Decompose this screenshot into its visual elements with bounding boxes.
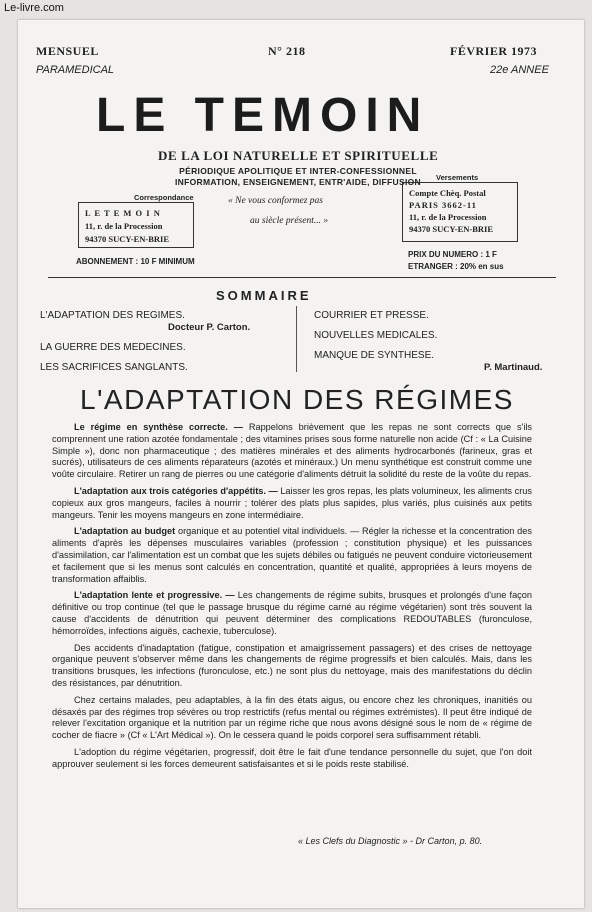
article-body — [52, 422, 532, 776]
paragraph-3 — [52, 526, 532, 585]
article-title: L'ADAPTATION DES RÉGIMES — [80, 384, 514, 415]
correspondance-box — [78, 202, 194, 248]
periodicity: MENSUEL — [36, 44, 99, 58]
paramedical-label: PARAMEDICAL — [36, 64, 115, 76]
paragraph-2 — [52, 486, 532, 521]
abonnement: ABONNEMENT : 10 F MINIMUM — [76, 257, 195, 266]
correspondance-city: 94370 SUCY-EN-BRIE — [85, 234, 169, 244]
citation: « Les Clefs du Diagnostic » - Dr Carton, p. 80. — [298, 836, 483, 846]
paragraph-6: Chez certains malades, peu adaptables, à la fin des états aigus, ou encore chez les chroniques, inanitiés ou désaxés par des régimes trop sévères ou trop restrictifs (refus mental ou régimes extrémistes). Il peut être indiqué de relever l'excitation organique et la nutrition par un régime riche que nous avons désigné sous le nom de « régime de cocher de fiacre » (Cf « L'Art Médical »). On le cessera quand le poids corporel sera suffisamment rétabli. — [52, 694, 532, 741]
paragraph-1-text: Rappelons brièvement que les repas ne sont corrects que s'ils comprennent une ration azotée fondamentale ; des vitamines prises sous forme naturelle non acide (Cf : « La Cuisine Simple »), donc non pharmaceutique ; des matières minérales et des aliments hydrocarbonés (farineux, gras et sucrés), utilisateurs de ces aliments réparateurs (azotés et minéraux.) Un menu synthétique est construit comme une voûte circulaire. Retirer un rang de pierres ou une catégorie d'aliments détruit la solidité du reste de la voûte du repas. — [52, 422, 532, 480]
sommaire-title: SOMMAIRE — [216, 288, 312, 303]
sommaire-item-6: MANQUE DE SYNTHESE. — [314, 350, 435, 361]
versements-label: Versements — [436, 173, 479, 182]
versements-box — [402, 182, 518, 242]
description-line-1: PÉRIODIQUE APOLITIQUE ET INTER-CONFESSIONNEL — [179, 166, 417, 176]
versements-ccp: PARIS 3662-11 — [409, 200, 477, 210]
paragraph-5: Des accidents d'inadaptation (fatigue, constipation et amaigrissement passagers) et des crises de nettoyage organique peuvent s'observer même dans les changements de régime progressifs et bien calculés. Mais, dans les transitions brusques, les infections (furonculose, etc.) ne sont plus du nettoyage, mais des manifestations du déclin des résistances, par dénutrition. — [52, 642, 532, 688]
sommaire-author-left: Docteur P. Carton. — [168, 322, 251, 333]
sommaire-item-2: LA GUERRE DES MEDECINES. — [40, 342, 186, 353]
paragraph-7: L'adoption du régime végétarien, progressif, doit être le fait d'une tendance personnelle du sujet, que l'on doit approuver seulement si les forces demeurent satisfaisantes et si le poids reste stabilisé. — [52, 746, 532, 769]
sommaire-item-4: COURRIER ET PRESSE. — [314, 310, 429, 321]
paragraph-4-text: Les changements de régime subits, brusques et prolongés d'une façon définitive ou trop continue (tel que le passage brusque du régime carné au régime végétarien) sont très souvent la cause d'accidents de dénutrition qui peuvent déterminer des complications REDOUTABLES (furonculose, hémorroïdes, infections aiguës, cachexie, tuberculose). — [52, 590, 532, 636]
correspondance-name: L E T E M O I N — [85, 208, 161, 218]
sommaire-item-5: NOUVELLES MEDICALES. — [314, 330, 438, 341]
document-page — [18, 20, 584, 908]
journal-title: LE TEMOIN — [96, 89, 430, 142]
year-label: 22e ANNEE — [490, 64, 549, 76]
watermark: Le-livre.com — [4, 2, 64, 14]
sommaire-divider — [296, 306, 297, 372]
correspondance-street: 11, r. de la Procession — [85, 221, 163, 231]
paragraph-2-lead: L'adaptation aux trois catégories d'appétits. — — [74, 485, 278, 496]
paragraph-3-text: organique et au potentiel vital individuels. — Régler la richesse et la concentration des aliments d'après les dépenses musculaires variables (profession ; constitution physique) et les puissances d'assimilation, car l'alimentation est un combat que les sujets débiles ou fatigués ne peuvent conduire victorieusement et facilement que si les menus sont calculés en concentration, quantité et qualité, appropriées à leurs moyens de transformation affaiblis. — [52, 526, 532, 584]
paragraph-1 — [52, 422, 532, 481]
motto-line-1: « Ne vous conformez pas — [228, 196, 323, 206]
paragraph-4-lead: L'adaptation lente et progressive. — — [74, 590, 235, 601]
divider — [48, 277, 556, 278]
versements-account: Compte Chèq. Postal — [409, 188, 486, 198]
paragraph-2-text: Laisser les gros repas, les plats volumineux, les aliments crus copieux aux gros mangeurs, faciles à nourrir ; tolérer des plats plus sapides, plus variés, plus cuisinés aux petits mangeurs. Tenir les moyens mangeurs en zone intermédiaire. — [52, 485, 532, 520]
sommaire-author-right: P. Martinaud. — [484, 362, 543, 373]
paragraph-1-lead: Le régime en synthèse correcte. — — [74, 422, 243, 432]
motto-line-2: au siècle présent... » — [250, 216, 329, 226]
sommaire-item-3: LES SACRIFICES SANGLANTS. — [40, 362, 188, 373]
prix-numero: PRIX DU NUMERO : 1 F — [408, 250, 497, 259]
paragraph-3-lead: L'adaptation au budget — [74, 526, 176, 537]
issue-number: N° 218 — [268, 44, 306, 58]
versements-street: 11, r. de la Procession — [409, 212, 487, 222]
versements-city: 94370 SUCY-EN-BRIE — [409, 224, 493, 234]
sommaire-item-1: L'ADAPTATION DES REGIMES. — [40, 310, 185, 321]
issue-date: FÉVRIER 1973 — [450, 44, 538, 58]
description-line-2: INFORMATION, ENSEIGNEMENT, ENTR'AIDE, DIFFUSION — [175, 177, 421, 187]
correspondance-label: Correspondance — [134, 193, 194, 202]
paragraph-4 — [52, 590, 532, 637]
prix-etranger: ETRANGER : 20% en sus — [408, 262, 504, 271]
journal-subtitle: DE LA LOI NATURELLE ET SPIRITUELLE — [158, 148, 439, 163]
